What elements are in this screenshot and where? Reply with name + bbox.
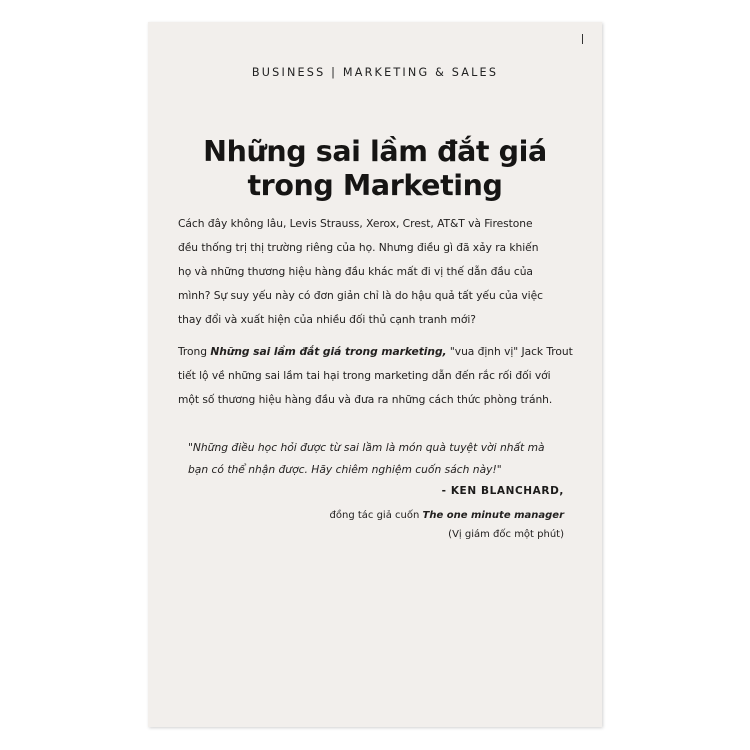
description-book-title: Những sai lầm đắt giá trong marketing,	[210, 345, 447, 358]
author-role	[330, 506, 564, 525]
intro-line: Cách đây không lâu, Levis Strauss, Xerox, Crest, AT&T và Firestone	[178, 217, 533, 230]
quote-line: bạn có thể nhận được. Hãy chiêm nghiệm cuốn sách này!"	[188, 463, 502, 476]
author-role-book: The one minute manager	[422, 510, 564, 521]
description-line-3: một số thương hiệu hàng đầu và đưa ra những cách thức phòng tránh.	[178, 393, 553, 406]
author-role-prefix: đồng tác giả cuốn	[329, 510, 423, 521]
book-title-line-2: trong Marketing	[247, 169, 503, 202]
category-label: BUSINESS | MARKETING & SALES	[251, 66, 499, 79]
intro-line: thay đổi và xuất hiện của nhiều đối thủ cạnh tranh mới?	[178, 313, 476, 326]
author-description	[330, 506, 564, 544]
intro-paragraph	[178, 212, 577, 332]
book-title-line-1: Những sai lầm đắt giá	[203, 135, 547, 168]
intro-line: mình? Sự suy yếu này có đơn giản chỉ là do hậu quả tất yếu của việc	[178, 289, 543, 302]
quote-author: - KEN BLANCHARD,	[441, 485, 564, 497]
description-line-1	[178, 340, 577, 364]
intro-line: đều thống trị thị trường riêng của họ. Nhưng điều gì đã xảy ra khiến	[178, 241, 539, 254]
intro-line: họ và những thương hiệu hàng đầu khác mất đi vị thế dẫn đầu của	[178, 265, 533, 278]
description-line-2: tiết lộ về những sai lầm tai hại trong marketing dẫn đến rắc rối đối với	[178, 369, 551, 382]
description-prefix: Trong	[178, 345, 211, 358]
page-edge-mark	[582, 34, 583, 44]
author-role-note: (Vị giám đốc một phút)	[448, 529, 564, 540]
endorsement-quote	[188, 437, 578, 481]
description-paragraph	[178, 340, 577, 412]
book-title	[148, 135, 602, 203]
book-back-cover	[148, 22, 602, 727]
description-suffix: "vua định vị" Jack Trout	[446, 345, 573, 358]
quote-line: "Những điều học hỏi được từ sai lầm là món quà tuyệt vời nhất mà	[188, 441, 545, 454]
